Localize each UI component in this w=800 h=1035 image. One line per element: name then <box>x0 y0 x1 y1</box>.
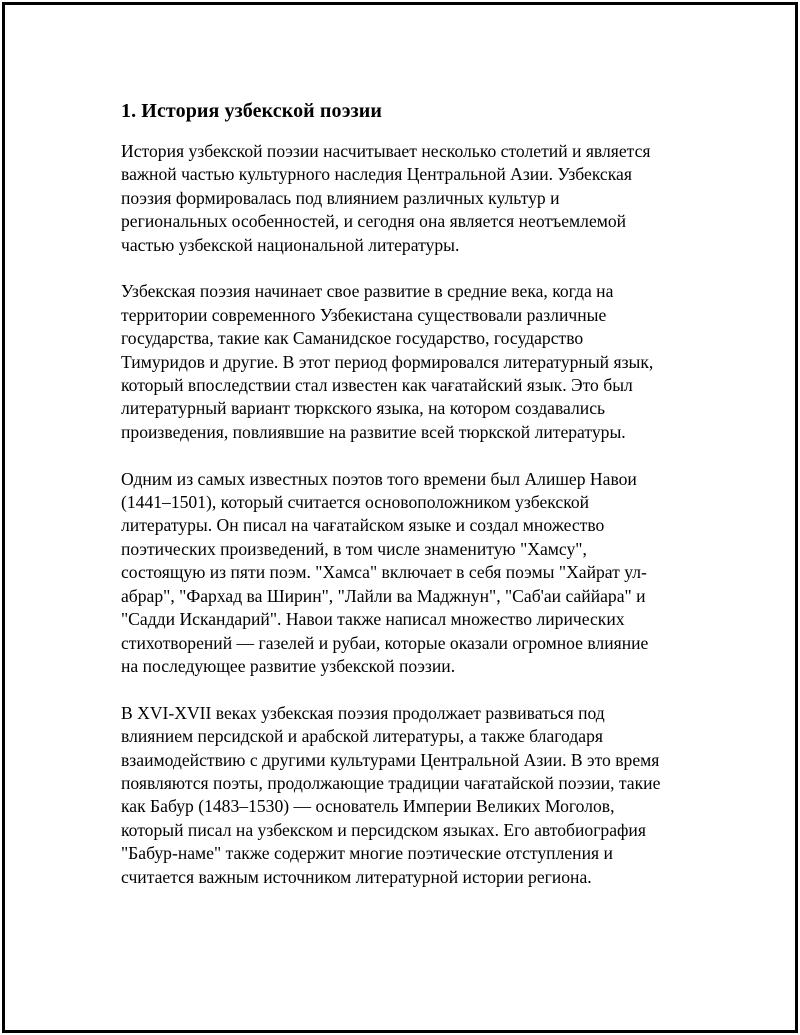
paragraph-1: История узбекской поэзии насчитывает несколько столетий и является важной частью культурного наследия Центральной Азии. Узбекская поэзия формировалась под влиянием различных культур и региональных особенностей, и сегодня она является неотъемлемой частью узбекской национальной литературы. <box>121 141 651 255</box>
document-body <box>121 99 691 912</box>
paragraph-2: Узбекская поэзия начинает свое развитие в средние века, когда на территории современного Узбекистана существовали различные государства, такие как Саманидское государство, государство Тимуридов и другие. В этот период формировался литературный язык, который впоследствии стал известен как чағатайский язык. Это был литературный вариант тюркского языка, на котором создавались произведения, повлиявшие на развитие всей тюркской литературы. <box>121 281 654 442</box>
page-frame <box>2 2 798 1033</box>
paragraph-3: Одним из самых известных поэтов того времени был Алишер Навои (1441–1501), который считается основоположником узбекской литературы. Он писал на чағатайском языке и создал множество поэтических произведений, в том числе знаменитую "Хамсу", состоящую из пяти поэм. "Хамса" включает в себя поэмы "Хайрат ул- абрар", "Фархад ва Ширин", "Лайли ва Маджнун", "Саб'аи саййара" и "Садди Искандарий". Навои также написал множество лирических стихотворений — газелей и рубаи, которые оказали огромное влияние на последующее развитие узбекской поэзии. <box>121 468 649 676</box>
section-title: 1. История узбекской поэзии <box>121 100 382 122</box>
paragraph-4: В XVI-XVII веках узбекская поэзия продолжает развиваться под влиянием персидской и арабской литературы, а также благодаря взаимодействию с другими культурами Центральной Азии. В это время появляются поэты, продолжающие традиции чағатайской поэзии, такие как Бабур (1483–1530) — основатель Империи Великих Моголов, который писал на узбекском и персидском языках. Его автобиография "Бабур-наме" также содержит многие поэтические отступления и считается важным источником литературной истории региона. <box>121 702 661 887</box>
